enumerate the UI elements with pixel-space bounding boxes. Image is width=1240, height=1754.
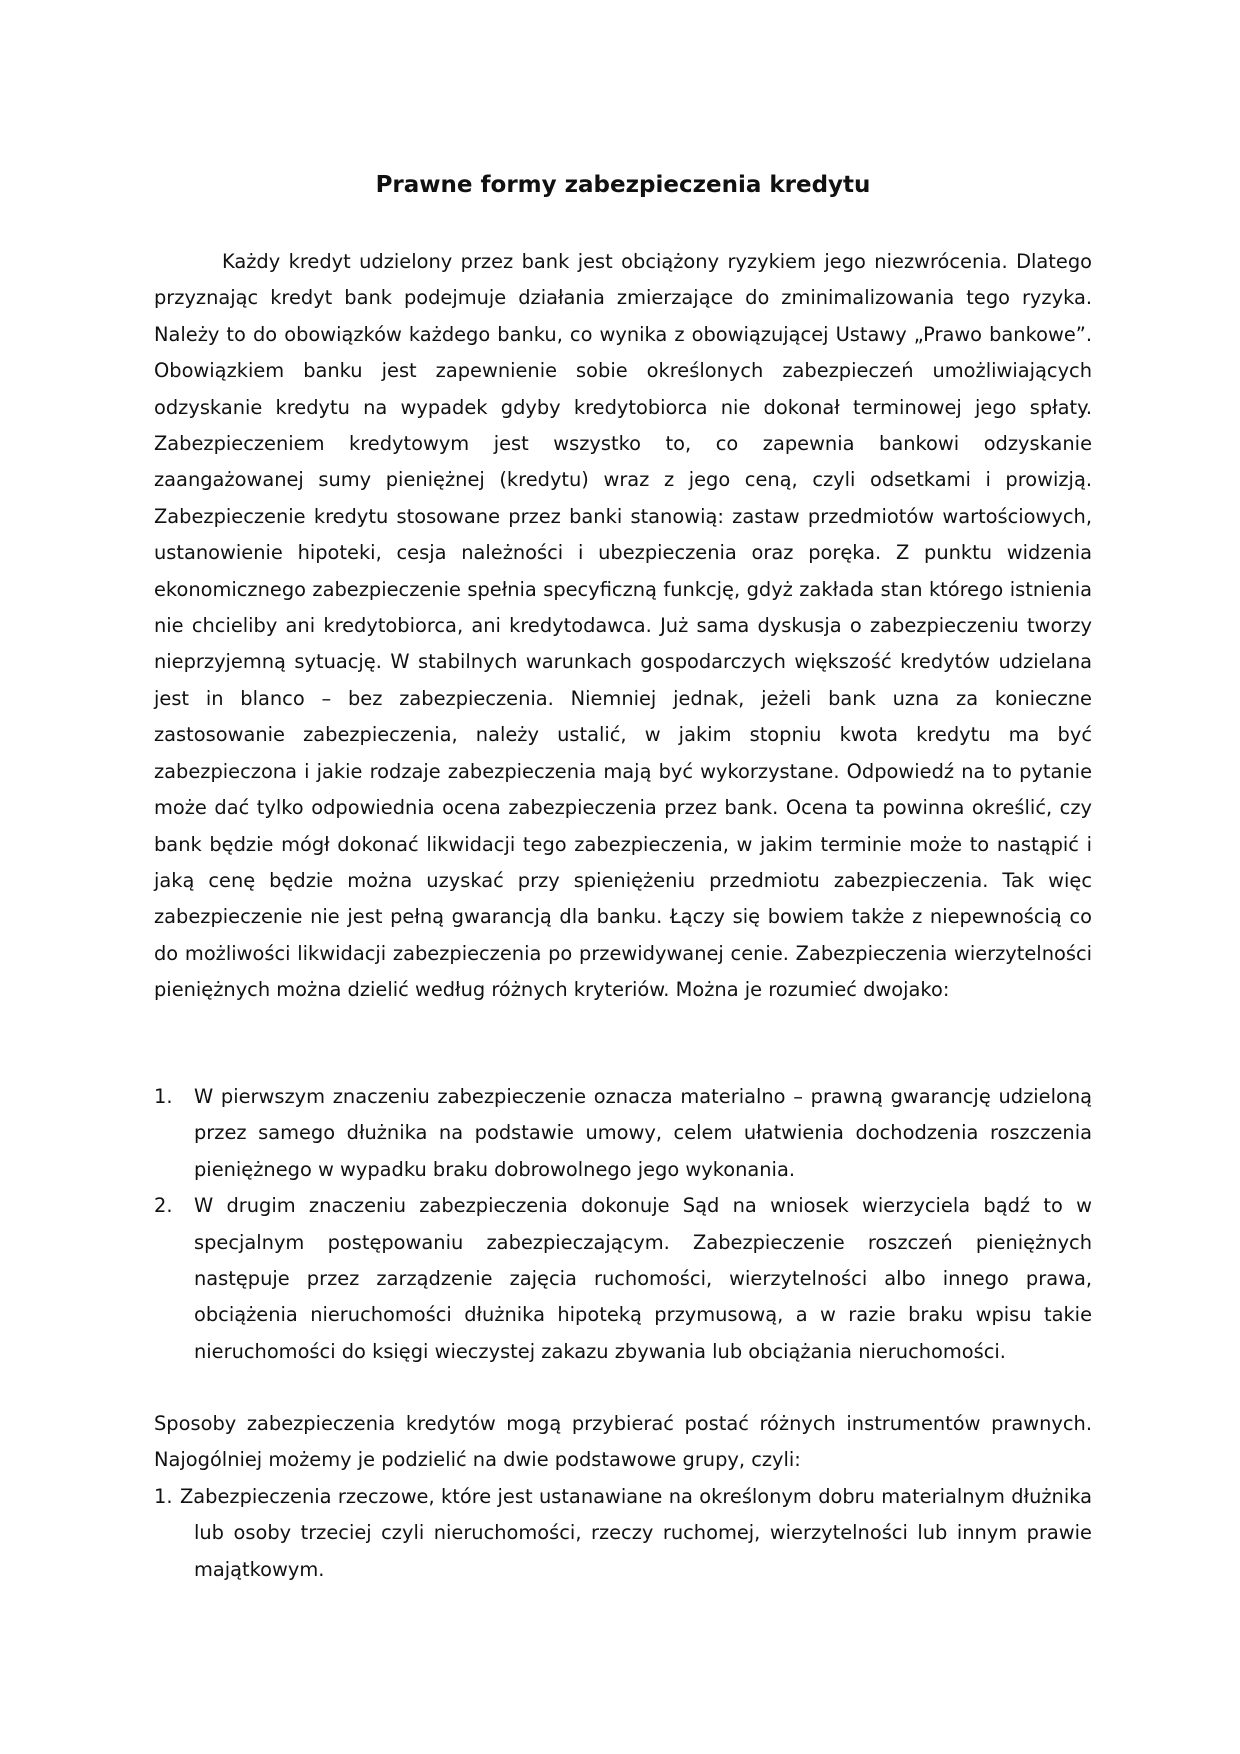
security-meaning-list <box>154 1079 1092 1370</box>
list-item <box>154 1479 1092 1588</box>
list-item-number: 1. <box>154 1485 173 1508</box>
list-item <box>154 1188 1092 1370</box>
list-item-text: W drugim znaczeniu zabezpieczenia dokonuje Sąd na wniosek wierzyciela bądź to w specjalnym postępowaniu zabezpieczającym. Zabezpieczenie roszczeń pieniężnych następuje przez zarządzenie zajęcia ruchomości, wierzytelności albo innego prawa, obciążenia nieruchomości dłużnika hipoteką przymusową, a w razie braku wpisu takie nieruchomości do księgi wieczystej zakazu zbywania lub obciążania nieruchomości. <box>194 1194 1092 1363</box>
intro-paragraph: Każdy kredyt udzielony przez bank jest obciążony ryzykiem jego niezwrócenia. Dlatego przyznając kredyt bank podejmuje działania zmierzające do zminimalizowania tego ryzyka. Należy to do obowiązków każdego banku, co wynika z obowiązującej Ustawy „Prawo bankowe”. Obowiązkiem banku jest zapewnienie sobie określonych zabezpieczeń umożliwiających odzyskanie kredytu na wypadek gdyby kredytobiorca nie dokonał terminowej jego spłaty. Zabezpieczeniem kredytowym jest wszystko to, co zapewnia bankowi odzyskanie zaangażowanej sumy pieniężnej (kredytu) wraz z jego ceną, czyli odsetkami i prowizją. Zabezpieczenie kredytu stosowane przez banki stanowią: zastaw przedmiotów wartościowych, ustanowienie hipoteki, cesja należności i ubezpieczenia oraz poręka. Z punktu widzenia ekonomicznego zabezpieczenie spełnia specyficzną funkcję, gdyż zakłada stan którego istnienia nie chcieliby ani kredytobiorca, ani kredytodawca. Już sama dyskusja o zabezpieczeniu tworzy nieprzyjemną sytuację. W stabilnych warunkach gospodarczych większość kredytów udzielana jest in blanco – bez zabezpieczenia. Niemniej jednak, jeżeli bank uzna za konieczne zastosowanie zabezpieczenia, należy ustalić, w jakim stopniu kwota kredytu ma być zabezpieczona i jakie rodzaje zabezpieczenia mają być wykorzystane. Odpowiedź na to pytanie może dać tylko odpowiednia ocena zabezpieczenia przez bank. Ocena ta powinna określić, czy bank będzie mógł dokonać likwidacji tego zabezpieczenia, w jakim terminie może to nastąpić i jaką cenę będzie można uzyskać przy spieniężeniu przedmiotu zabezpieczenia. Tak więc zabezpieczenie nie jest pełną gwarancją dla banku. Łączy się bowiem także z niepewnością co do możliwości likwidacji zabezpieczenia po przewidywanej cenie. Zabezpieczenia wierzytelności pieniężnych można dzielić według różnych kryteriów. Można je rozumieć dwojako: <box>154 250 1092 1002</box>
security-types-list <box>154 1479 1092 1588</box>
list-item <box>154 1079 1092 1188</box>
list-item-number: 2. <box>154 1194 173 1218</box>
methods-paragraph: Sposoby zabezpieczenia kredytów mogą przybierać postać różnych instrumentów prawnych. Najogólniej możemy je podzielić na dwie podstawowe grupy, czyli: <box>154 1412 1092 1472</box>
list-item-number: 1. <box>154 1085 173 1108</box>
list-item-text: W pierwszym znaczeniu zabezpieczenie oznacza materialno – prawną gwarancję udzieloną przez samego dłużnika na podstawie umowy, celem ułatwienia dochodzenia roszczenia pieniężnego w wypadku braku dobrowolnego jego wykonania. <box>194 1085 1092 1181</box>
list-item-text: Zabezpieczenia rzeczowe, które jest ustanawiane na określonym dobru materialnym dłużnika lub osoby trzeciej czyli nieruchomości, rzeczy ruchomej, wierzytelności lub innym prawie majątkowym. <box>180 1485 1092 1581</box>
document-title: Prawne formy zabezpieczenia kredytu <box>375 172 871 198</box>
